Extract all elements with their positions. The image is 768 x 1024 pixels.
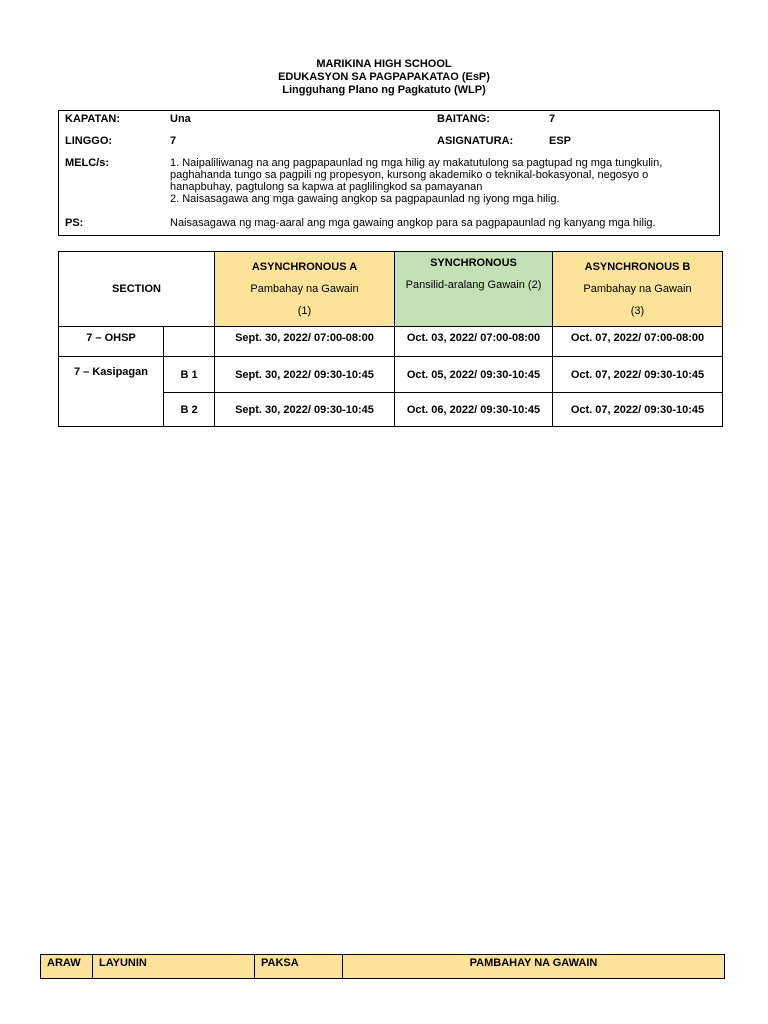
info-box xyxy=(58,110,720,236)
async-a-sub: Pambahay na Gawain xyxy=(250,283,359,295)
sync-header xyxy=(395,252,553,327)
activity-table-header xyxy=(40,954,725,979)
async-a-header xyxy=(215,252,395,327)
melc-line: 2. Naisasagawa ang mga gawaing angkop sa pagpapaunlad ng iyong mga hilig. xyxy=(170,193,560,205)
sync-sub: Pansilid-aralang Gawain (2) xyxy=(405,279,542,291)
document-header xyxy=(0,58,768,97)
kapatan-value: Una xyxy=(170,113,191,125)
async-a-cell: Sept. 30, 2022/ 09:30-10:45 xyxy=(215,393,395,427)
melc-label: MELC/s: xyxy=(65,157,109,169)
async-a-cell: Sept. 30, 2022/ 09:30-10:45 xyxy=(215,357,395,393)
paksa-header: PAKSA xyxy=(255,955,343,979)
table-row xyxy=(59,357,723,393)
table-row xyxy=(59,327,723,357)
pambahay-header: PAMBAHAY NA GAWAIN xyxy=(343,955,725,979)
async-a-cell: Sept. 30, 2022/ 07:00-08:00 xyxy=(215,327,395,357)
subject-title: EDUKASYON SA PAGPAPAKATAO (EsP) xyxy=(278,71,490,83)
melc-line: hanapbuhay, pagtulong sa kapwa at paglilingkod sa pamayanan xyxy=(170,181,483,193)
batch-cell: B 1 xyxy=(164,357,215,393)
section-cell: 7 – Kasipagan xyxy=(59,357,164,427)
melc-text xyxy=(170,157,710,205)
sync-cell: Oct. 06, 2022/ 09:30-10:45 xyxy=(395,393,553,427)
async-a-num: (1) xyxy=(297,305,312,317)
ps-label: PS: xyxy=(65,217,84,229)
async-b-cell: Oct. 07, 2022/ 09:30-10:45 xyxy=(553,393,723,427)
section-header: SECTION xyxy=(59,252,215,327)
sync-cell: Oct. 05, 2022/ 09:30-10:45 xyxy=(395,357,553,393)
melc-line: paghahanda tungo sa pagpili ng propesyon, kursong akademiko o teknikal-bokasyonal, negosyo o xyxy=(170,169,649,181)
schedule-table xyxy=(58,251,723,427)
async-b-cell: Oct. 07, 2022/ 09:30-10:45 xyxy=(553,357,723,393)
async-b-sub: Pambahay na Gawain xyxy=(583,283,692,295)
linggo-value: 7 xyxy=(170,135,177,147)
batch-cell: B 2 xyxy=(164,393,215,427)
plan-title: Lingguhang Plano ng Pagkatuto (WLP) xyxy=(282,84,486,96)
ps-value: Naisasagawa ng mag-aaral ang mga gawaing angkop para sa pagpapaunlad ng kanyang mga hilig. xyxy=(170,217,656,229)
linggo-label: LINGGO: xyxy=(65,135,113,147)
baitang-value: 7 xyxy=(549,113,556,125)
asignatura-value: ESP xyxy=(549,135,572,147)
baitang-label: BAITANG: xyxy=(437,113,490,125)
async-b-header xyxy=(553,252,723,327)
melc-line: 1. Naipaliliwanag na ang pagpapaunlad ng mga hilig ay makatutulong sa pagtupad ng mga tungkulin, xyxy=(170,157,663,169)
batch-cell xyxy=(164,327,215,357)
async-b-num: (3) xyxy=(630,305,645,317)
async-b-title: ASYNCHRONOUS B xyxy=(584,261,691,273)
sync-cell: Oct. 03, 2022/ 07:00-08:00 xyxy=(395,327,553,357)
kapatan-label: KAPATAN: xyxy=(65,113,120,125)
araw-header: ARAW xyxy=(41,955,93,979)
asignatura-label: ASIGNATURA: xyxy=(437,135,514,147)
async-b-cell: Oct. 07, 2022/ 07:00-08:00 xyxy=(553,327,723,357)
section-cell: 7 – OHSP xyxy=(59,327,164,357)
school-name: MARIKINA HIGH SCHOOL xyxy=(316,58,452,70)
sync-title: SYNCHRONOUS xyxy=(430,257,517,269)
async-a-title: ASYNCHRONOUS A xyxy=(251,261,358,273)
layunin-header: LAYUNIN xyxy=(93,955,255,979)
